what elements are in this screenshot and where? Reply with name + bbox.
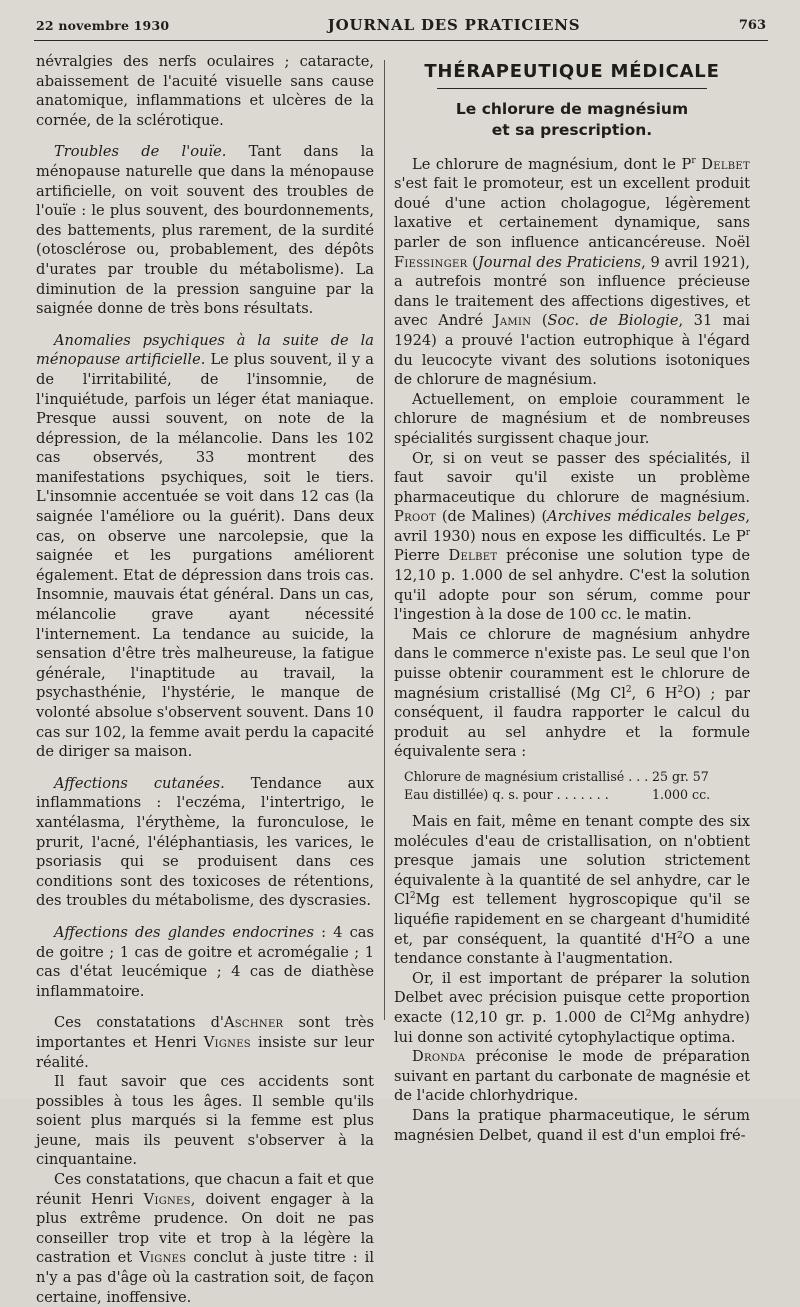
author-name: Dronda xyxy=(412,1048,466,1066)
author-name: Jamin xyxy=(493,312,532,330)
heading-psychic: Anomalies psychiques à la suite de la ménopause artificielle. xyxy=(36,331,374,369)
paragraph-prudence: Ces constatations, que chacun a fait et que réunit Henri Vignes, doivent engager à la plus extrême prudence. On doit ne pas conseiller trop vite et trop à la légère la castration et Vignes conclut à juste titre : il n'y a pas d'âge où la castration soit, de façon certaine, inoffensive. xyxy=(36,1171,374,1306)
paragraph-ages: Il faut savoir que ces accidents sont possibles à tous les âges. Il semble qu'ils soient plus marqués si la femme est plus jeune, mais ils peuvent s'observer à la cinquantaine. xyxy=(36,1073,374,1169)
paragraph-intro: Le chlorure de magnésium, dont le $P^r$ Delbet s'est fait le promoteur, est un excellent produit doué d'une action cholagogue, légèrement laxative et certainement dynamique, sans parler de son influence anticancéreuse. Noël Fiessinger (Journal des Praticiens, 9 avril 1921), a autrefois montré son influence précieuse dans le traitement des affections digestives, et avec André Jamin (Soc. de Biologie, 31 mai 1924) a prouvé l'action eutrophique à l'égard du leucocyte vivant des solutions isotoniques de chlorure de magnésium. xyxy=(394,155,750,389)
paragraph-anhydrous: Mais ce chlorure de magnésium anhydre dans le commerce n'existe pas. Le seul que l'on puisse obtenir couramment est le chlorure de magnésium cristallisé (Mg Cl$^2$, 6 $H^2O$) ; par conséquent, il faudra rapporter le calcul du produit au sel anhydre et la formule équivalente sera : xyxy=(394,625,750,761)
reference-title: Archives médicales belges xyxy=(547,508,746,526)
author-name: Vignes xyxy=(203,1033,251,1051)
header-rule xyxy=(34,40,768,41)
reference-title: Journal des Praticiens xyxy=(477,253,642,271)
formula-row: Chlorure de magnésium cristallisé . . . 25 gr. 57 xyxy=(404,769,709,784)
paragraph-ocular: névralgies des nerfs oculaires ; cataracte, abaissement de l'acuité visuelle sans cause anatomique, inflammations et ulcères de la cornée, de la sclérotique. xyxy=(36,53,374,129)
paragraph-precision: Or, il est important de préparer la solution Delbet avec précision puisque cette proportion exacte (12,10 gr. p. 1.000 de Cl$^2$Mg anhydre) lui donne son activité cytophylactique optima. xyxy=(394,969,750,1046)
paragraph-hearing: Troubles de l'ouïe. Tant dans la ménopause naturelle que dans la ménopause artificielle, on voit souvent des troubles de l'ouïe : le plus souvent, des bourdonnements, des battements, plus rarement, de la surdité (otosclérose ou, probablement, des dépôts d'urates par trouble du métabolisme). La diminution de la pression sanguine par la saignée donne de très bons résultats. xyxy=(36,143,374,318)
header-date: 22 novembre 1930 xyxy=(36,17,170,33)
section-underline xyxy=(437,88,707,89)
author-name: Delbet xyxy=(701,155,750,173)
reference-title: Soc. de Biologie xyxy=(547,312,679,330)
author-name: Delbet xyxy=(448,547,498,565)
heading-endocrine: Affections des glandes endocrines xyxy=(54,923,314,941)
page-number: 763 xyxy=(738,17,766,33)
paragraph-current-use: Actuellement, on emploie couramment le chlorure de magnésium et de nombreuses spécialités surgissent chaque jour. xyxy=(394,390,750,447)
heading-cutaneous: Affections cutanées. xyxy=(54,774,225,792)
paragraph-practice: Dans la pratique pharmaceutique, le sérum magnésien Delbet, quand il est d'un emploi fré- xyxy=(394,1106,750,1144)
paragraph-cutaneous: Affections cutanées. Tendance aux inflammations : l'eczéma, l'intertrigo, le xantélasma, l'érythème, la furonculose, le prurit, l'acné, l'éléphantiasis, les varices, le psoriasis qui se produisent dans ces conditions sont des toxicoses de rétentions, des troubles du métabolisme, des dyscrasies. xyxy=(36,774,374,910)
formula-row: Eau distillée) q. s. pour . . . . . . . 1.000 cc. xyxy=(404,787,711,802)
section-title: THÉRAPEUTIQUE MÉDICALE xyxy=(424,61,720,82)
paragraph-dronda: Dronda préconise le mode de préparation suivant en partant du carbonate de magnésie et de l'acide chlorhydrique. xyxy=(394,1048,750,1105)
right-column xyxy=(394,52,750,1145)
author-name: Vignes xyxy=(139,1249,187,1267)
page-header xyxy=(36,14,766,36)
author-name: Vignes xyxy=(143,1190,191,1208)
paragraph-hygroscopic: Mais en fait, même en tenant compte des six molécules d'eau de cristallisation, on n'obtient presque jamais une solution strictement équivalente à la quantité de sel anhydre, car le Cl$^2$Mg est tellement hygroscopique qu'il se liquéfie rapidement en se chargeant d'humidité et, par conséquent, la quantité $d'H^2O$ a une tendance constante à l'augmentation. xyxy=(394,813,750,968)
author-name: Aschner xyxy=(223,1014,284,1032)
author-name: Proot xyxy=(394,508,436,526)
author-name: Fiessinger xyxy=(394,253,468,271)
paragraph-psychic: Anomalies psychiques à la suite de la ménopause artificielle. Le plus souvent, il y a de l'irritabilité, de l'insomnie, de l'inquiétude, parfois un léger état maniaque. Presque aussi souvent, on note de la dépression, de la mélancolie. Dans les 102 cas observés, 33 montrent des manifestations psychiques, soit le tiers. L'insomnie accentuée se voit dans 12 cas (la saignée l'améliore ou la guérit). Dans deux cas, on observe une narcolepsie, que la saignée et les purgations améliorent également. Etat de dépression dans trois cas. Insomnie, mauvais état général. Dans un cas, mélancolie grave ayant nécessité l'internement. La tendance au suicide, la sensation d'être très malheureuse, la fatigue générale, l'inaptitude au travail, la psychasthénie, l'hystérie, le manque de volonté absolue s'observent souvent. Dans 10 cas sur 102, la femme avait perdu la capacité de diriger sa maison. xyxy=(36,331,374,761)
heading-hearing: Troubles de l'ouïe. xyxy=(54,143,227,161)
column-divider xyxy=(384,60,385,1020)
formula-table xyxy=(404,768,750,804)
journal-title: JOURNAL DES PRATICIENS xyxy=(327,16,581,34)
paragraph-aschner: Ces constatations d'Aschner sont très importantes et Henri Vignes insiste sur leur réalité. xyxy=(36,1014,374,1071)
paragraph-endocrine: Affections des glandes endocrines : 4 cas de goitre ; 1 cas de goitre et acromégalie ; 1 cas d'état leucémique ; 4 cas de diathèse inflammatoire. xyxy=(36,923,374,1000)
article-title: Le chlorure de magnésium et sa prescription. xyxy=(455,99,689,139)
paragraph-problem: Or, si on veut se passer des spécialités, il faut savoir qu'il existe un problème pharmaceutique du chlorure de magnésium. Proot (de Malines) (Archives médicales belges, avril 1930) nous en expose les difficultés. Le $P^r$ Pierre Delbet préconise une solution type de 12,10 p. 1.000 de sel anhydre. C'est la solution qu'il adopte pour son sérum, comme pour l'ingestion à la dose de 100 cc. le matin. xyxy=(394,449,750,624)
left-column xyxy=(36,52,374,1307)
